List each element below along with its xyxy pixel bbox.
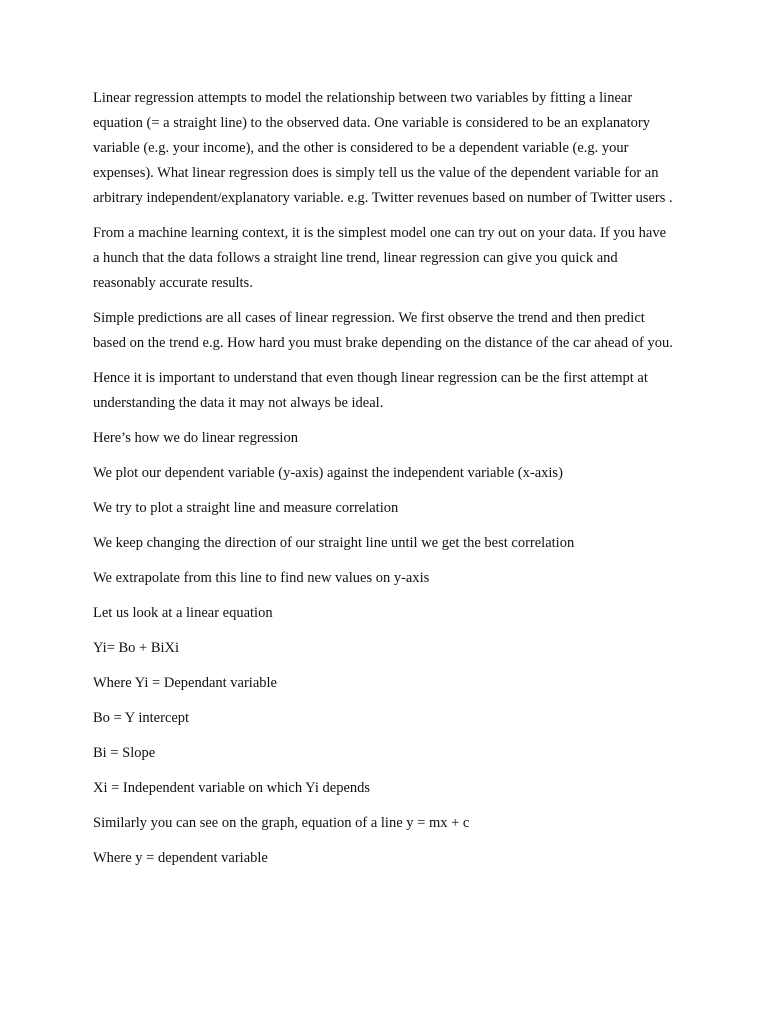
heading-how-we-do: Here’s how we do linear regression bbox=[93, 430, 298, 446]
step-change-direction: We keep changing the direction of our straight line until we get the best correlation bbox=[93, 535, 575, 551]
paragraph-intro: Linear regression attempts to model the relationship between two variables by fitting a linear equation (= a straight line) to the observed data. One variable is considered to be an explanatory variable (e.g. your income), and the other is considered to be a dependent variable (e.g. your expenses). What linear regression does is simply tell us the value of the dependent variable for an arbitrary independent/explanatory variable. e.g. Twitter revenues based on number of Twitter users . bbox=[93, 90, 673, 206]
step-extrapolate: We extrapolate from this line to find new values on y-axis bbox=[93, 570, 430, 586]
definition-y: Where y = dependent variable bbox=[93, 850, 268, 866]
definition-yi: Where Yi = Dependant variable bbox=[93, 675, 277, 691]
step-plot-variables: We plot our dependent variable (y-axis) against the independent variable (x-axis) bbox=[93, 465, 563, 481]
paragraph-predictions: Simple predictions are all cases of linear regression. We first observe the trend and then predict based on the trend e.g. How hard you must brake depending on the distance of the car ahead of you. bbox=[93, 310, 673, 351]
definition-bi: Bi = Slope bbox=[93, 745, 156, 761]
linear-equation: Yi= Bo + BiXi bbox=[93, 640, 180, 656]
paragraph-machine-learning: From a machine learning context, it is the simplest model one can try out on your data. If you have a hunch that the data follows a straight line trend, linear regression can give you quick and reasonably accurate results. bbox=[93, 225, 667, 291]
paragraph-understanding: Hence it is important to understand that even though linear regression can be the first attempt at understanding the data it may not always be ideal. bbox=[93, 370, 648, 411]
definition-xi: Xi = Independent variable on which Yi depends bbox=[93, 780, 371, 796]
step-plot-line: We try to plot a straight line and measure correlation bbox=[93, 500, 399, 516]
linear-equation-intro: Let us look at a linear equation bbox=[93, 605, 273, 621]
document-body bbox=[93, 86, 676, 871]
graph-equation: Similarly you can see on the graph, equation of a line y = mx + c bbox=[93, 815, 470, 831]
definition-bo: Bo = Y intercept bbox=[93, 710, 190, 726]
